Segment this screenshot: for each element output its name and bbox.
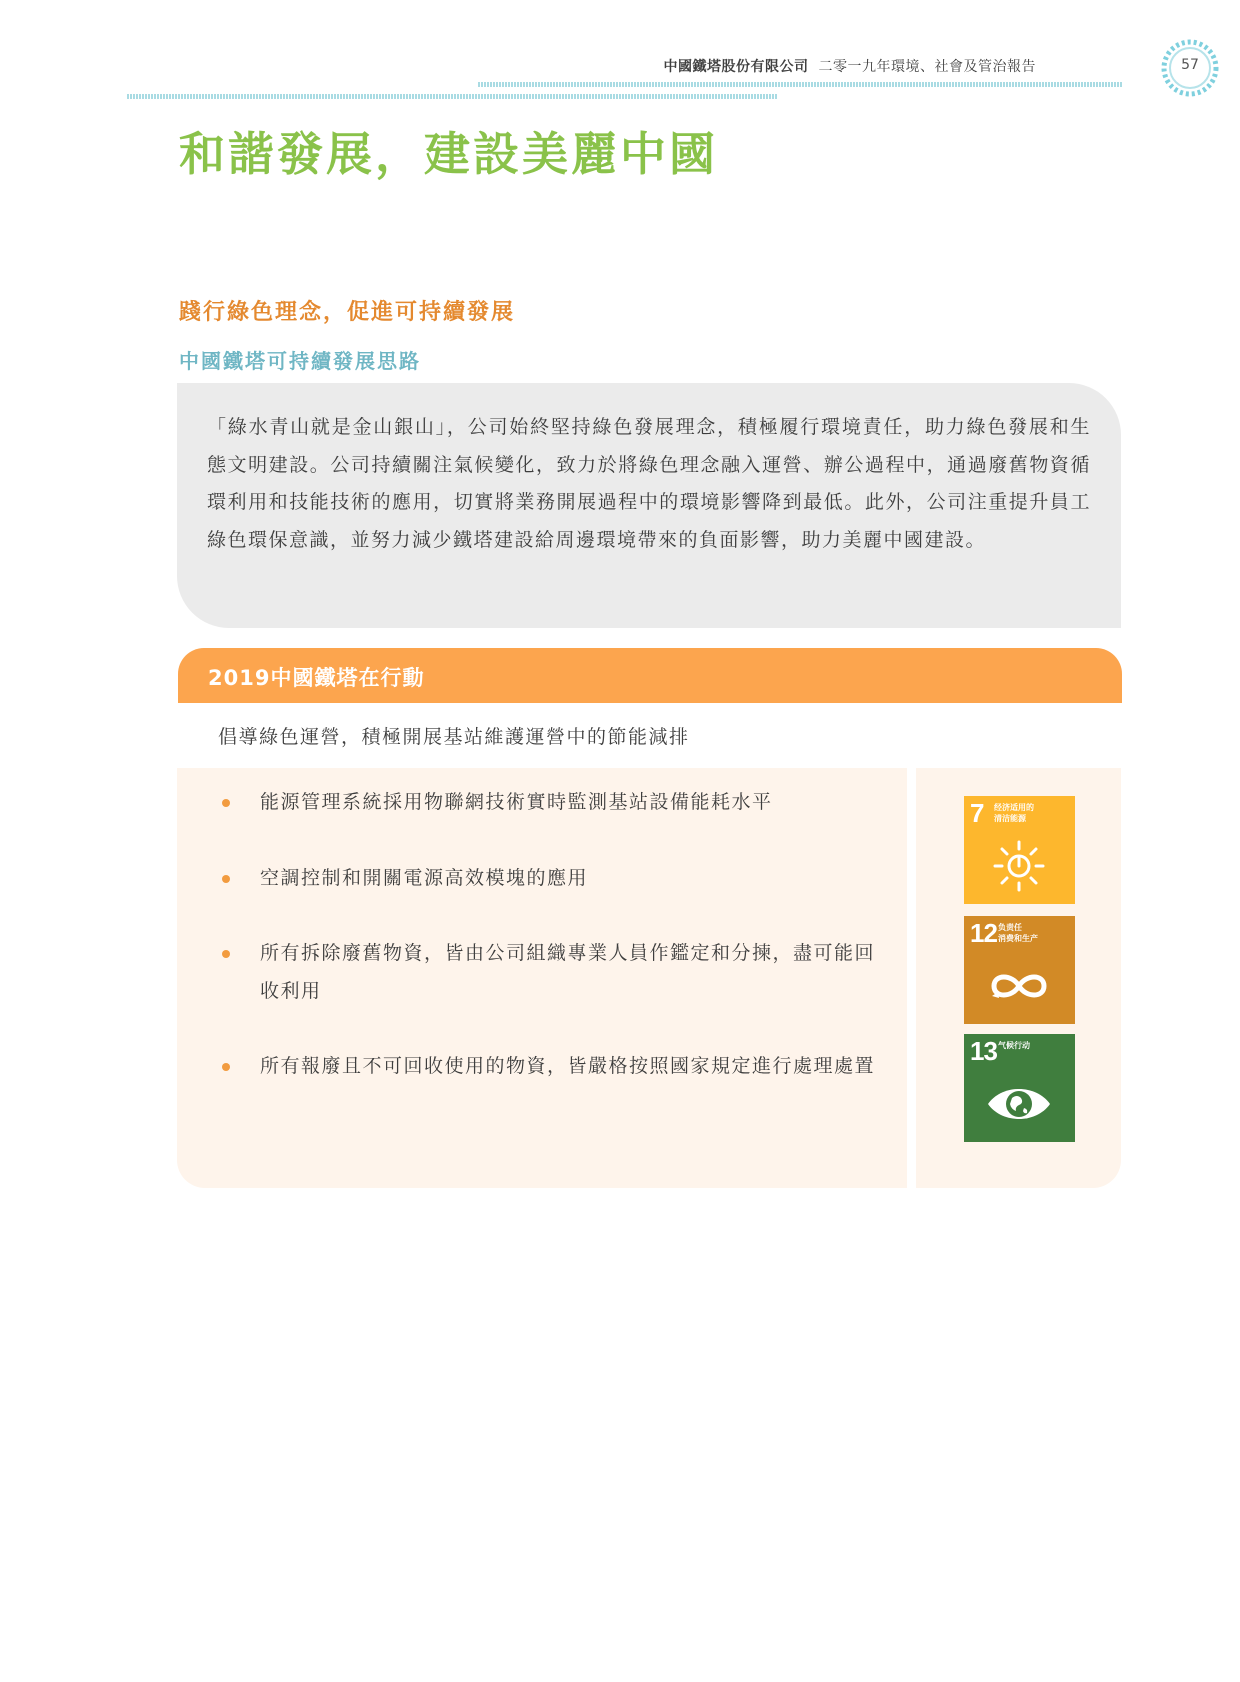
page-title: 和諧發展，建設美麗中國 [179, 127, 718, 181]
list-item-text: 所有報廢且不可回收使用的物資，皆嚴格按照國家規定進行處理處置 [260, 1055, 876, 1077]
bullet-icon [222, 799, 230, 807]
list-item [222, 860, 882, 898]
action-title: 2019中國鐵塔在行動 [208, 666, 425, 690]
list-item-text: 所有拆除廢舊物資，皆由公司組織專業人員作鑑定和分揀，盡可能回收利用 [260, 942, 876, 1002]
sdg-7-tile [964, 796, 1075, 904]
infinity-loop-icon [984, 956, 1054, 1016]
list-item [222, 935, 882, 1010]
sdg-12-tile [964, 916, 1075, 1024]
sdg-label: 经济适用的 清洁能源 [994, 803, 1034, 823]
list-item-text: 能源管理系統採用物聯網技術實時監測基站設備能耗水平 [260, 791, 773, 813]
intro-box [177, 383, 1121, 628]
section-heading: 踐行綠色理念，促進可持續發展 [179, 300, 516, 325]
sdg-number: 12 [970, 918, 997, 948]
sdg-number: 7 [970, 798, 984, 828]
action-header-bar [178, 648, 1122, 703]
header-rule-top [478, 82, 1123, 87]
header-company: 中國鐵塔股份有限公司 [663, 59, 809, 75]
list-item-text: 空調控制和開關電源高效模塊的應用 [260, 866, 589, 889]
intro-paragraph: 「綠水青山就是金山銀山」，公司始終堅持綠色發展理念，積極履行環境責任，助力綠色發展和生態文明建設。公司持續關注氣候變化，致力於將綠色理念融入運營、辦公過程中，通過廢舊物資循環利用和技能技術的應用，切實將業務開展過程中的環境影響降到最低。此外，公司注重提升員工綠色環保意識，並努力減少鐵塔建設給周邊環境帶來的負面影響，助力美麗中國建設。 [207, 416, 1091, 551]
sdg-number: 13 [970, 1036, 997, 1066]
sun-power-icon [984, 836, 1054, 896]
report-header [664, 56, 1037, 76]
sdg-13-tile [964, 1034, 1075, 1142]
bullet-icon [222, 1063, 230, 1071]
list-item [222, 784, 882, 822]
sdg-label: 负责任 消费和生产 [998, 923, 1038, 943]
action-list [222, 784, 882, 1086]
page-number: 57 [1181, 57, 1199, 73]
eye-globe-icon [984, 1074, 1054, 1134]
header-rule-bottom [127, 94, 777, 99]
list-item [222, 1048, 882, 1086]
subsection-heading: 中國鐵塔可持續發展思路 [179, 349, 421, 373]
bullet-icon [222, 950, 230, 958]
sdg-label: 气候行动 [998, 1041, 1030, 1050]
action-subtitle: 倡導綠色運營，積極開展基站維護運營中的節能減排 [218, 726, 690, 748]
bullet-icon [222, 875, 230, 883]
page-number-badge [1160, 38, 1220, 98]
header-report-title: 二零一九年環境、社會及管治報告 [818, 59, 1036, 75]
